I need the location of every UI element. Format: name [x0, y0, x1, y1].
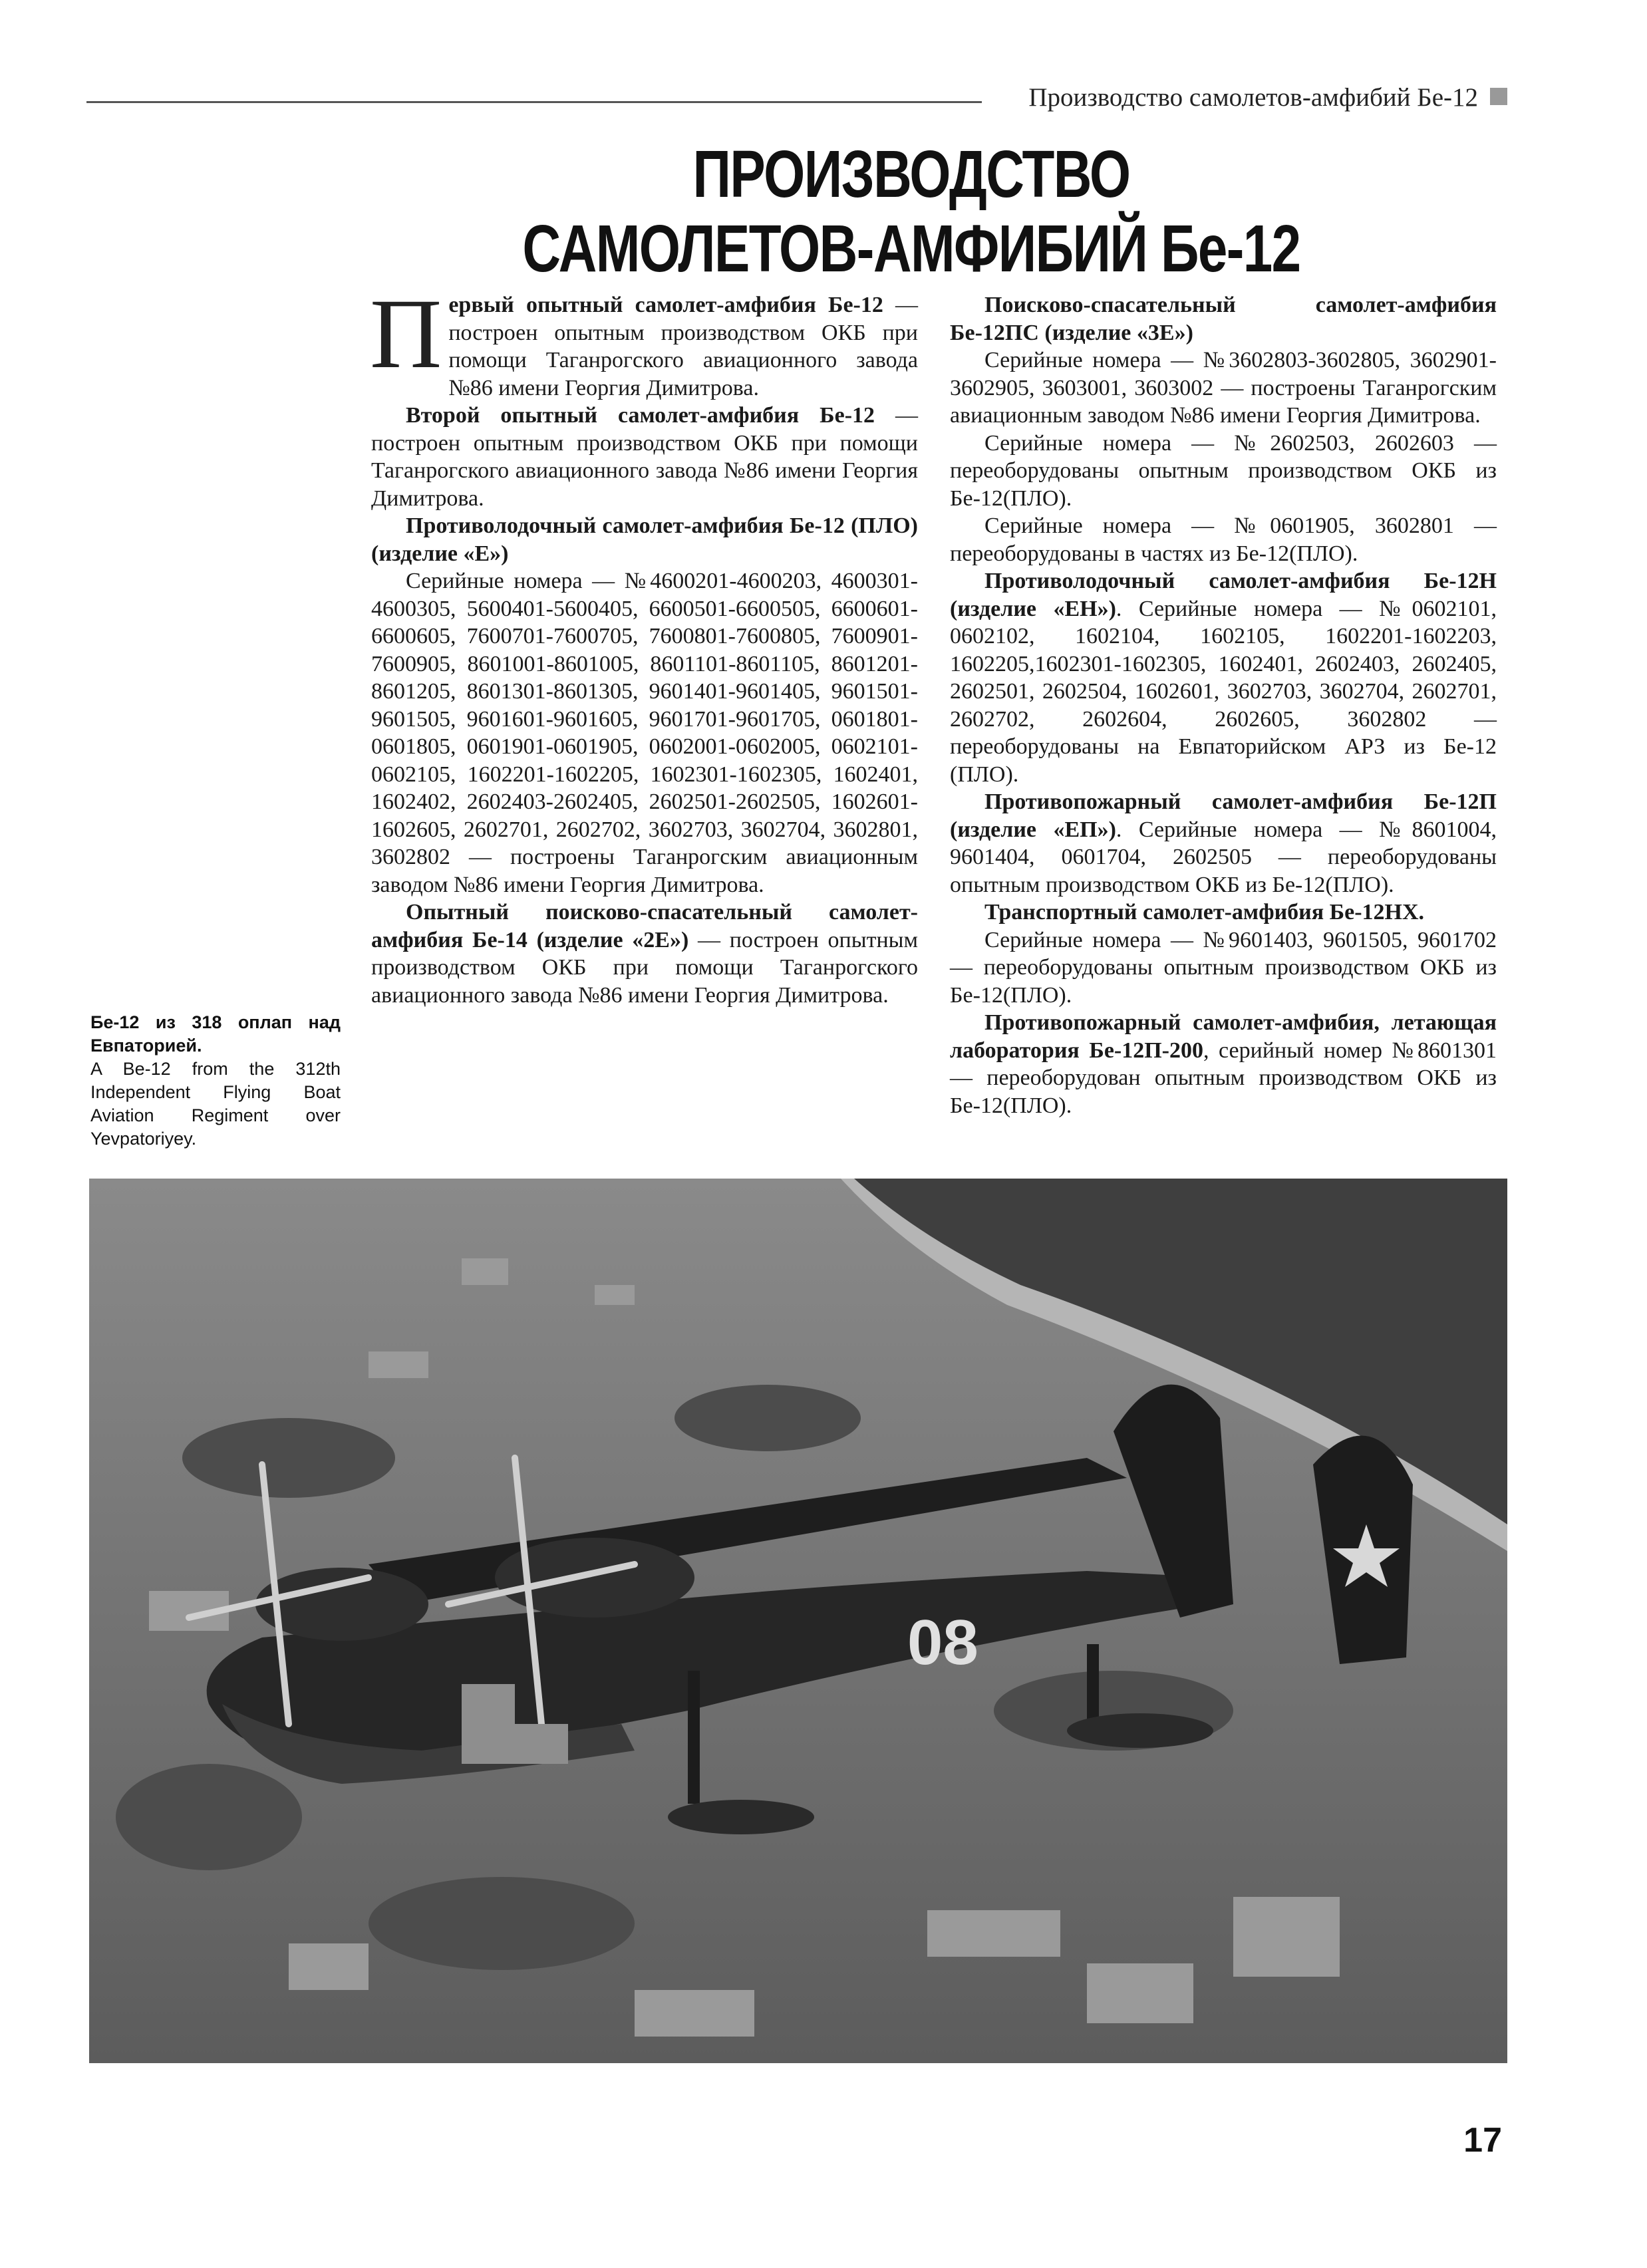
- right-wingtip-float: [1067, 1713, 1213, 1748]
- aircraft-photo: [89, 1179, 1507, 2063]
- paragraph-be12nh-heading: [950, 899, 1497, 926]
- running-head: [86, 78, 1507, 118]
- paragraph-ps-serials-1: Серийные номера — №3602803-3602805, 3602901-3602905, 3603001, 3603002 — построены Таганрогским авиационным заводом №86 имени Георгия Димитрова.: [950, 348, 1497, 428]
- paragraph-ps-serials-3: Серийные номера — №0601905, 3602801 — переоборудованы в частях из Бе-12(ПЛО).: [950, 513, 1497, 566]
- photo-caption: [90, 1011, 341, 1151]
- plo-heading: Противолодочный самолет-амфибия Бе-12 (ПЛО) (изделие «Е»): [371, 513, 918, 566]
- paragraph-be12n: [950, 567, 1497, 788]
- first-prototype-text: — построен опытным производством ОКБ при помощи Таганрогского авиационного завода №86 имени Георгия Димитрова.: [448, 293, 918, 400]
- first-prototype-heading: ервый опытный самолет-амфибия Бе-12: [448, 293, 883, 317]
- left-text-column: [370, 279, 919, 1009]
- be12nh-heading: Транспортный самолет-амфибия Бе-12НХ.: [984, 900, 1425, 924]
- left-wingtip-float: [668, 1800, 814, 1834]
- be12p-text: . Серийные номера — №8601004, 9601404, 0601704, 2602505 — переоборудованы опытным производством ОКБ из Бе-12(ПЛО).: [950, 817, 1497, 897]
- paragraph-ps-serials-2: Серийные номера — №2602503, 2602603 — переоборудованы опытным производством ОКБ из Бе-12(ПЛО).: [950, 430, 1497, 511]
- article-title: [480, 137, 1342, 286]
- be12-over-city-illustration: [89, 1179, 1507, 2063]
- left-float-strut: [688, 1671, 700, 1804]
- page-number: 17: [1463, 2121, 1502, 2160]
- title-line-1: ПРОИЗВОДСТВО: [692, 137, 1130, 212]
- paragraph-be12p200: [950, 1009, 1497, 1119]
- header-rule: [86, 101, 982, 103]
- paragraph-be12nh-serials: Серийные номера — №9601403, 9601505, 9601702 — переоборудованы опытным производством ОКБ из Бе-12(ПЛО).: [950, 927, 1497, 1008]
- tail-code-text: 08: [907, 1607, 978, 1678]
- paragraph-ps-heading: [950, 291, 1497, 347]
- caption-english: A Be-12 from the 312th Independent Flying Boat Aviation Regiment over Yevpatoriyey.: [90, 1059, 341, 1149]
- header-square-mark: [1490, 88, 1507, 105]
- be14-heading: Опытный поисково-спасательный самолет-амфибия Бе-14 (изделие «2Е»): [371, 900, 918, 952]
- running-head-title: Производство самолетов-амфибий Бе-12: [1028, 83, 1478, 112]
- right-text-column: [950, 291, 1497, 1119]
- paragraph-plo-heading: [371, 512, 918, 567]
- paragraph-first-prototype: [370, 279, 918, 402]
- ps-heading: Поисково-спасательный самолет-амфибия Бе-12ПС (изделие «3Е»): [950, 293, 1497, 345]
- paragraph-be14: [371, 899, 918, 1009]
- second-prototype-heading: Второй опытный самолет-амфибия Бе-12: [406, 403, 875, 428]
- paragraph-be12p: [950, 788, 1497, 899]
- drop-cap: П: [370, 279, 442, 389]
- be12p200-text: , серийный номер №8601301 — переоборудован опытным производством ОКБ из Бе-12(ПЛО).: [950, 1038, 1497, 1118]
- be12p200-heading: Противопожарный самолет-амфибия, летающая лаборатория Бе-12П-200: [950, 1010, 1497, 1063]
- be12n-heading: Противолодочный самолет-амфибия Бе-12Н (изделие «ЕН»): [950, 569, 1497, 621]
- be14-text: — построен опытным производством ОКБ при помощи Таганрогского авиационного завода №86 имени Георгия Димитрова.: [371, 927, 918, 1008]
- title-line-2: САМОЛЕТОВ-АМФИБИЙ Бе-12: [522, 212, 1300, 286]
- caption-russian: Бе-12 из 318 оплап над Евпаторией.: [90, 1012, 341, 1056]
- paragraph-second-prototype: [371, 402, 918, 512]
- paragraph-plo-serials: Серийные номера — №4600201-4600203, 4600301-4600305, 5600401-5600405, 6600501-6600505, 6600601-6600605, 7600701-7600705, 7600801-7600805, 7600901-7600905, 8601001-8601005, 8601101-8601105, 8601201-8601205, 8601301-8601305, 9601401-9601405, 9601501-9601505, 9601601-9601605, 9601701-9601705, 0601801-0601805, 0601901-0601905, 0602001-0602005, 0602101-0602105, 1602201-1602205, 1602301-1602305, 1602401, 1602402, 2602403-2602405, 2602501-2602505, 1602601-1602605, 2602701, 2602702, 3602703, 3602704, 3602801, 3602802 — построены Таганрогским авиационным заводом №86 имени Георгия Димитрова.: [371, 569, 918, 897]
- right-float-strut: [1087, 1644, 1099, 1724]
- be12n-text: . Серийные номера — №0602101, 0602102, 1602104, 1602105, 1602201-1602203, 1602205,1602301-1602305, 1602401, 2602403, 2602405, 2602501, 2602504, 1602601, 3602703, 3602704, 2602701, 2602702, 2602604, 2602605, 3602802 — переоборудованы на Евпаторийском АРЗ из Бе-12 (ПЛО).: [950, 596, 1497, 787]
- second-prototype-text: — построен опытным производством ОКБ при помощи Таганрогского авиационного завода №86 имени Георгия Димитрова.: [371, 403, 919, 511]
- be12p-heading: Противопожарный самолет-амфибия Бе-12П (изделие «ЕП»): [950, 789, 1497, 842]
